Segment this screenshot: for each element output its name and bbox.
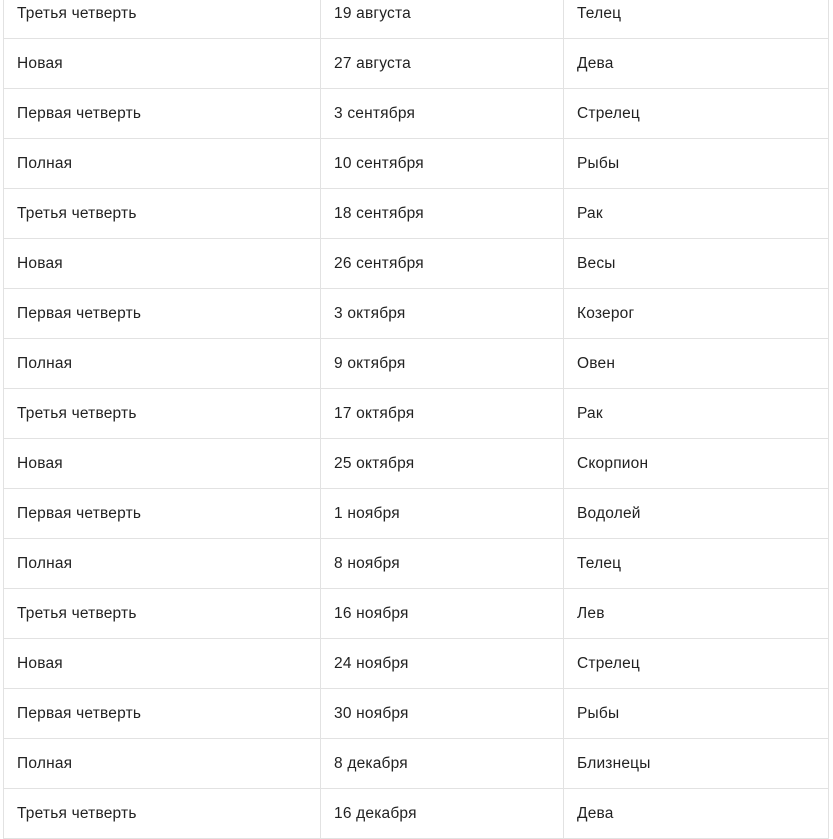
date-cell: 25 октября	[321, 439, 564, 489]
table-body	[4, 0, 829, 839]
zodiac-cell: Рыбы	[564, 139, 829, 189]
table-row	[4, 189, 829, 239]
date-cell: 27 августа	[321, 39, 564, 89]
zodiac-cell: Водолей	[564, 489, 829, 539]
table-row	[4, 789, 829, 839]
date-cell: 10 сентября	[321, 139, 564, 189]
table-row	[4, 489, 829, 539]
zodiac-cell: Козерог	[564, 289, 829, 339]
table-row	[4, 439, 829, 489]
zodiac-cell: Лев	[564, 589, 829, 639]
zodiac-cell: Рак	[564, 189, 829, 239]
table-row	[4, 139, 829, 189]
moon-phases-table	[3, 0, 829, 839]
phase-cell: Первая четверть	[4, 489, 321, 539]
table-row	[4, 389, 829, 439]
phase-cell: Третья четверть	[4, 0, 321, 39]
phase-cell: Третья четверть	[4, 589, 321, 639]
date-cell: 16 ноября	[321, 589, 564, 639]
phase-cell: Новая	[4, 639, 321, 689]
phase-cell: Полная	[4, 139, 321, 189]
table-row	[4, 339, 829, 389]
table-row	[4, 89, 829, 139]
zodiac-cell: Стрелец	[564, 89, 829, 139]
phase-cell: Первая четверть	[4, 89, 321, 139]
phase-cell: Полная	[4, 739, 321, 789]
table-row	[4, 539, 829, 589]
zodiac-cell: Овен	[564, 339, 829, 389]
phase-cell: Новая	[4, 39, 321, 89]
date-cell: 26 сентября	[321, 239, 564, 289]
date-cell: 30 ноября	[321, 689, 564, 739]
table-row	[4, 589, 829, 639]
table-row	[4, 0, 829, 39]
table-row	[4, 239, 829, 289]
zodiac-cell: Дева	[564, 39, 829, 89]
moon-phases-table-container	[3, 0, 828, 839]
phase-cell: Первая четверть	[4, 289, 321, 339]
table-row	[4, 689, 829, 739]
table-row	[4, 289, 829, 339]
date-cell: 1 ноября	[321, 489, 564, 539]
phase-cell: Третья четверть	[4, 189, 321, 239]
zodiac-cell: Близнецы	[564, 739, 829, 789]
phase-cell: Третья четверть	[4, 789, 321, 839]
phase-cell: Полная	[4, 539, 321, 589]
phase-cell: Первая четверть	[4, 689, 321, 739]
table-row	[4, 39, 829, 89]
zodiac-cell: Телец	[564, 539, 829, 589]
date-cell: 17 октября	[321, 389, 564, 439]
date-cell: 8 декабря	[321, 739, 564, 789]
date-cell: 9 октября	[321, 339, 564, 389]
zodiac-cell: Весы	[564, 239, 829, 289]
zodiac-cell: Рыбы	[564, 689, 829, 739]
date-cell: 16 декабря	[321, 789, 564, 839]
date-cell: 19 августа	[321, 0, 564, 39]
phase-cell: Полная	[4, 339, 321, 389]
table-row	[4, 739, 829, 789]
date-cell: 3 сентября	[321, 89, 564, 139]
zodiac-cell: Скорпион	[564, 439, 829, 489]
zodiac-cell: Рак	[564, 389, 829, 439]
phase-cell: Третья четверть	[4, 389, 321, 439]
phase-cell: Новая	[4, 239, 321, 289]
date-cell: 3 октября	[321, 289, 564, 339]
date-cell: 24 ноября	[321, 639, 564, 689]
phase-cell: Новая	[4, 439, 321, 489]
zodiac-cell: Телец	[564, 0, 829, 39]
date-cell: 8 ноября	[321, 539, 564, 589]
zodiac-cell: Стрелец	[564, 639, 829, 689]
date-cell: 18 сентября	[321, 189, 564, 239]
zodiac-cell: Дева	[564, 789, 829, 839]
table-row	[4, 639, 829, 689]
